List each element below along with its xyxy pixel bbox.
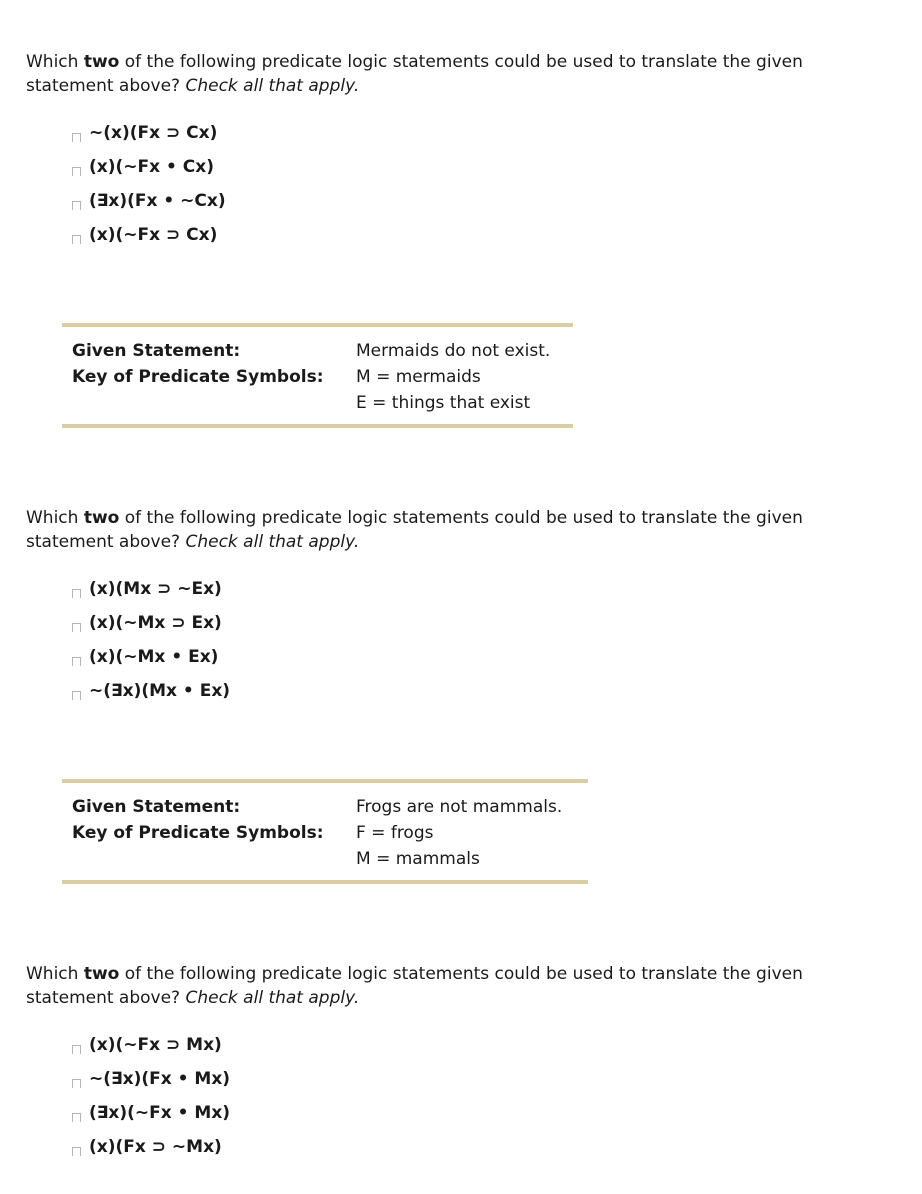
key-entry: E = things that exist [356,393,531,413]
option-1-d[interactable]: (x)(~Fx ⊃ Cx) [72,218,226,252]
checkbox[interactable] [72,201,81,210]
checkbox[interactable] [72,589,81,598]
option-1-c[interactable]: (∃x)(Fx • ~Cx) [72,184,226,218]
checkbox[interactable] [72,691,81,700]
key-label: Key of Predicate Symbols: [72,823,324,843]
option-3-a[interactable]: (x)(~Fx ⊃ Mx) [72,1028,230,1062]
options-2 [72,572,230,708]
given-label: Given Statement: [72,341,241,361]
key-entry: M = mermaids [356,367,481,387]
option-2-d[interactable]: ~(∃x)(Mx • Ex) [72,674,230,708]
question-body: of the following predicate logic statements could be used to translate the given statement above? [26,52,803,96]
checkbox[interactable] [72,1113,81,1122]
option-1-a[interactable]: ~(x)(Fx ⊃ Cx) [72,116,226,150]
checkbox[interactable] [72,657,81,666]
options-1 [72,116,226,252]
option-2-c[interactable]: (x)(~Mx • Ex) [72,640,230,674]
question-2: Which two of the following predicate logic statements could be used to translate the given statement above? Check all that apply. [26,508,803,552]
question-prefix: Which [26,52,84,72]
checkbox[interactable] [72,133,81,142]
checkbox[interactable] [72,1079,81,1088]
given-statement-box-3 [62,779,588,884]
option-2-a[interactable]: (x)(Mx ⊃ ~Ex) [72,572,230,606]
given-value: Mermaids do not exist. [356,341,551,361]
given-label: Given Statement: [72,797,241,817]
given-value: Frogs are not mammals. [356,797,563,817]
options-3 [72,1028,230,1164]
key-entry: M = mammals [356,849,480,869]
option-3-c[interactable]: (∃x)(~Fx • Mx) [72,1096,230,1130]
question-instruction: Check all that apply. [185,76,360,96]
question-1 [26,50,886,98]
option-2-b[interactable]: (x)(~Mx ⊃ Ex) [72,606,230,640]
checkbox[interactable] [72,167,81,176]
option-1-b[interactable]: (x)(~Fx • Cx) [72,150,226,184]
given-statement-box-2 [62,323,573,428]
checkbox[interactable] [72,235,81,244]
option-3-b[interactable]: ~(∃x)(Fx • Mx) [72,1062,230,1096]
checkbox[interactable] [72,623,81,632]
checkbox[interactable] [72,1147,81,1156]
key-entry: F = frogs [356,823,434,843]
question-emphasis: two [83,52,120,72]
question-3: Which two of the following predicate logic statements could be used to translate the given statement above? Check all that apply. [26,964,803,1008]
key-label: Key of Predicate Symbols: [72,367,324,387]
option-3-d[interactable]: (x)(Fx ⊃ ~Mx) [72,1130,230,1164]
checkbox[interactable] [72,1045,81,1054]
